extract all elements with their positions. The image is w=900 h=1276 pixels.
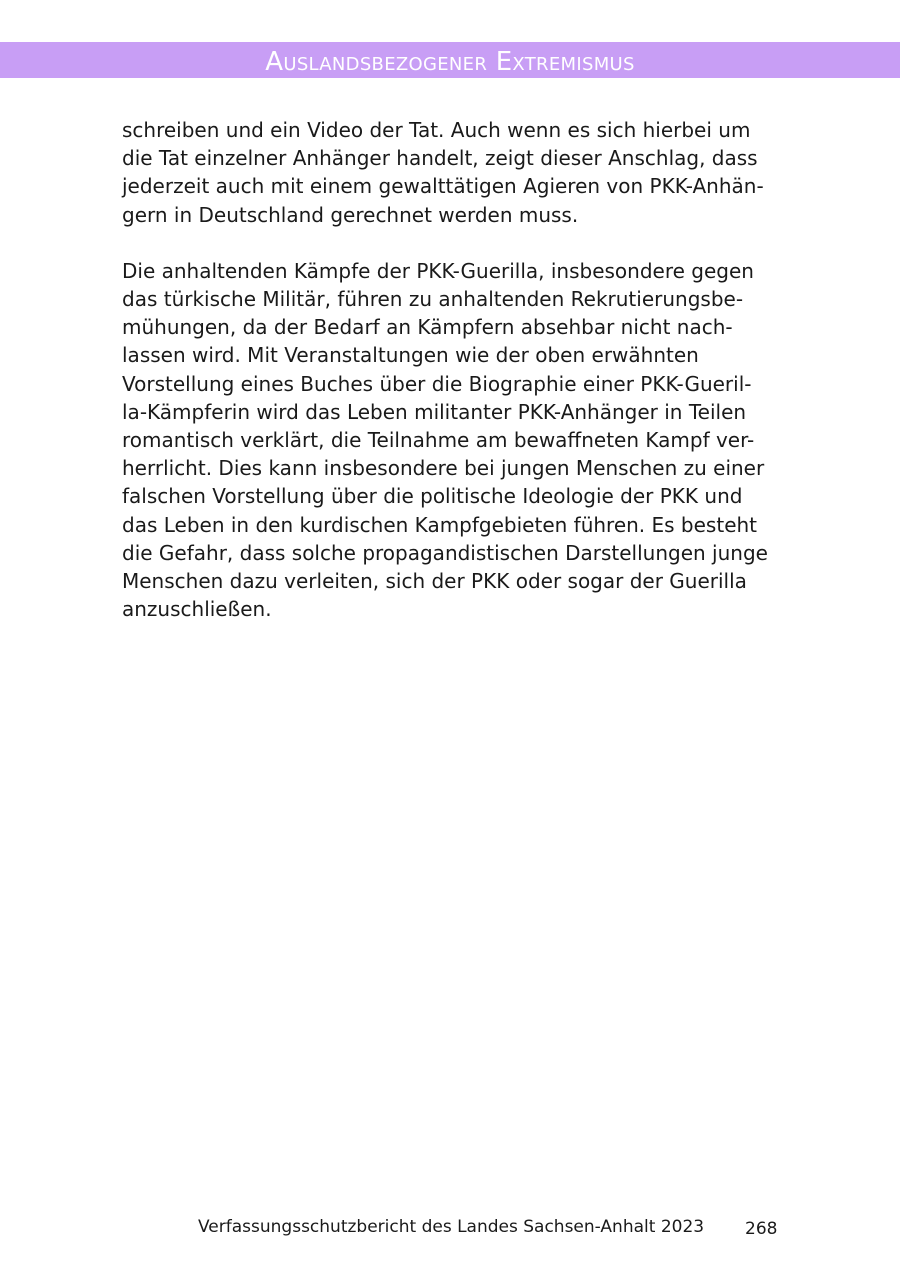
header-band xyxy=(0,42,900,78)
footer-publication-title: Verfassungsschutzbericht des Landes Sachsen-Anhalt 2023 xyxy=(198,1217,705,1237)
text-line: la-Kämpferin wird das Leben militanter PKK-Anhänger in Teilen xyxy=(122,399,747,424)
text-line: romantisch verklärt, die Teilnahme am bewaffneten Kampf ver- xyxy=(122,428,755,453)
text-line: anzuschließen. xyxy=(122,597,272,622)
section-title: Auslandsbezogener Extremismus xyxy=(265,47,635,77)
text-line: gern in Deutschland gerechnet werden muss. xyxy=(122,202,579,227)
text-line: schreiben und ein Video der Tat. Auch wenn es sich hierbei um xyxy=(122,118,751,142)
text-line: herrlicht. Dies kann insbesondere bei jungen Menschen zu einer xyxy=(122,456,765,481)
text-line: mühungen, da der Bedarf an Kämpfern absehbar nicht nach- xyxy=(122,315,733,340)
text-line: Die anhaltenden Kämpfe der PKK-Guerilla, insbesondere gegen xyxy=(122,258,754,283)
text-line: Vorstellung eines Buches über die Biographie einer PKK-Gueril- xyxy=(122,371,752,396)
paragraph-2 xyxy=(122,257,792,624)
text-line: die Gefahr, dass solche propagandistischen Darstellungen junge xyxy=(122,540,768,565)
page-number: 268 xyxy=(745,1219,778,1239)
paragraph-1 xyxy=(122,116,792,229)
text-line: die Tat einzelner Anhänger handelt, zeigt dieser Anschlag, dass xyxy=(122,146,758,171)
text-line: das türkische Militär, führen zu anhaltenden Rekrutierungsbe- xyxy=(122,287,744,312)
text-line: falschen Vorstellung über die politische Ideologie der PKK und xyxy=(122,484,743,509)
text-line: das Leben in den kurdischen Kampfgebieten führen. Es besteht xyxy=(122,512,758,537)
text-line: Menschen dazu verleiten, sich der PKK oder sogar der Guerilla xyxy=(122,569,747,594)
body-text xyxy=(122,116,792,623)
text-line: lassen wird. Mit Veranstaltungen wie der oben erwähnten xyxy=(122,343,699,368)
text-line: jederzeit auch mit einem gewalttätigen Agieren von PKK-Anhän- xyxy=(122,174,764,199)
